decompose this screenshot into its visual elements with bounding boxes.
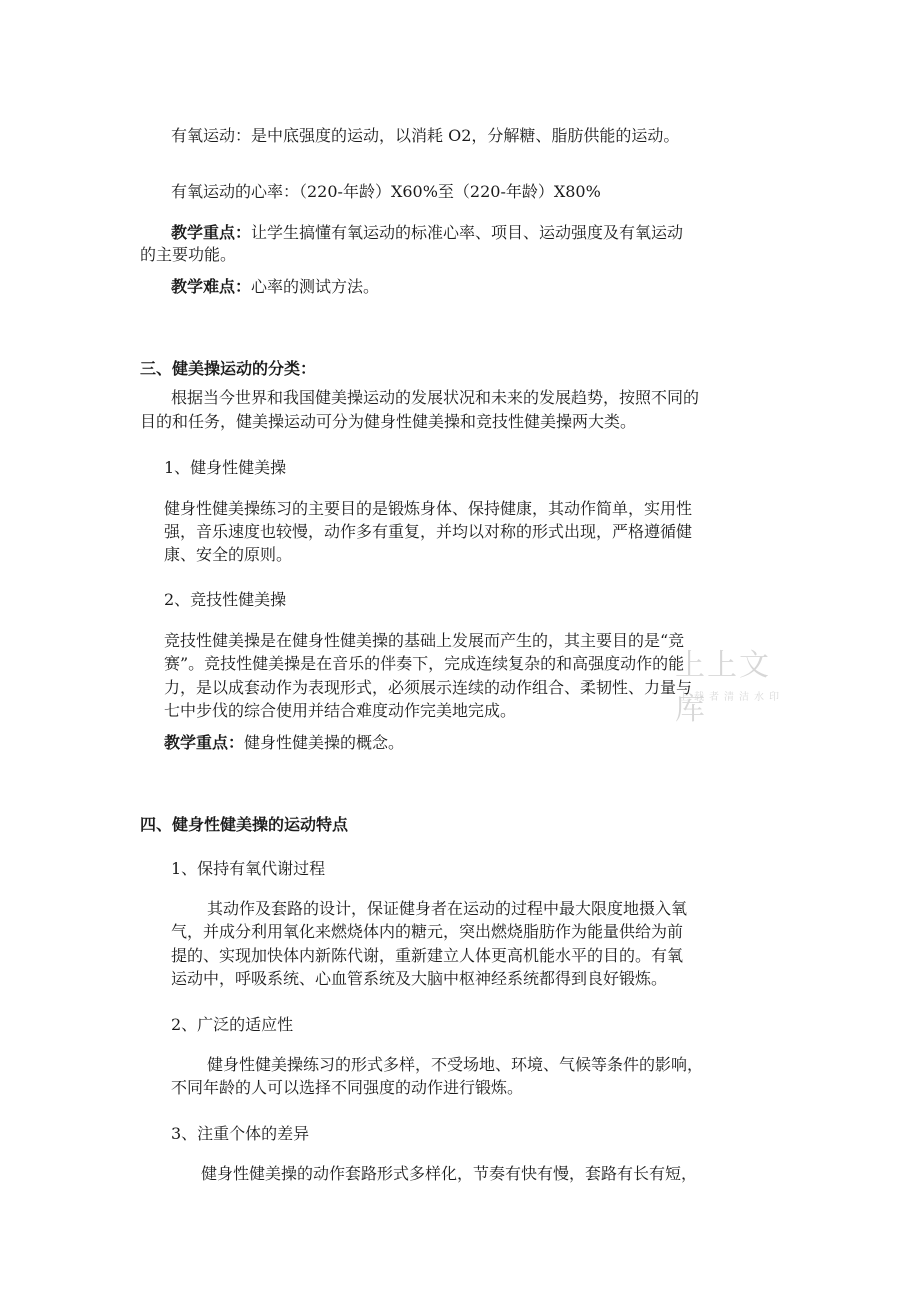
section3-key-label: 教学重点： [164,733,245,752]
section3-sub2-line1: 竞技性健美操是在健身性健美操的基础上发展而产生的，其主要目的是“竞 [164,631,685,650]
section3-sub2-line4: 七中步伐的综合使用并结合难度动作完美地完成。 [164,701,517,720]
section4-p1-line3: 提的、实现加快体内新陈代谢，重新建立人体更高机能水平的目的。有氧 [171,946,684,965]
teaching-difficulty-label: 教学难点： [171,277,252,296]
aerobic-definition: 有氧运动：是中底强度的运动，以消耗 O2，分解糖、脂肪供能的运动。 [171,126,680,145]
teaching-key-label: 教学重点： [171,223,252,242]
section3-sub2-line2: 赛”。竞技性健美操是在音乐的伴奏下，完成连续复杂的和高强度动作的能 [164,654,685,673]
section3-sub2-title: 2、竞技性健美操 [164,590,287,609]
section4-heading: 四、健身性健美操的运动特点 [140,815,349,834]
section3-sub1-line2: 强，音乐速度也较慢，动作多有重复，并均以对称的形式出现，严格遵循健 [164,522,693,541]
section3-key-point [164,732,404,754]
teaching-difficulty-text: 心率的测试方法。 [251,277,380,296]
section3-heading: 三、健美操运动的分类： [140,359,317,378]
section4-p1-line1: 其动作及套路的设计，保证健身者在运动的过程中最大限度地摄入氧 [207,899,688,918]
watermark-title: 上上文库 [675,648,771,727]
section4-p3-line1: 健身性健美操的动作套路形式多样化，节奏有快有慢，套路有长有短， [201,1164,698,1183]
section3-sub1-title: 1、健身性健美操 [164,458,287,477]
section4-p3-title: 3、注重个体的差异 [171,1124,310,1143]
teaching-difficulty [171,276,379,298]
section3-key-text: 健身性健美操的概念。 [244,733,405,752]
watermark-subtitle: 上载者清洁水印 [679,692,784,703]
section4-p1-title: 1、保持有氧代谢过程 [171,859,326,878]
watermark [675,640,785,727]
section3-sub2-line3: 力，是以成套动作为表现形式，必须展示连续的动作组合、柔韧性、力量与 [164,678,693,697]
section4-p2-title: 2、广泛的适应性 [171,1015,294,1034]
section3-intro-line1: 根据当今世界和我国健美操运动的发展状况和未来的发展趋势，按照不同的 [171,388,700,407]
section3-sub1-line1: 健身性健美操练习的主要目的是锻炼身体、保持健康，其动作简单，实用性 [164,499,693,518]
section4-p2-line1: 健身性健美操练习的形式多样，不受场地、环境、气候等条件的影响， [207,1055,704,1074]
section4-p1-line2: 气，并成分利用氧化来燃烧体内的糖元，突出燃烧脂肪作为能量供给为前 [171,922,684,941]
section4-p1-line4: 运动中，呼吸系统、心血管系统及大脑中枢神经系统都得到良好锻炼。 [171,969,668,988]
teaching-key-text-cont: 的主要功能。 [140,245,237,264]
section3-intro-line2: 目的和任务，健美操运动可分为健身性健美操和竞技性健美操两大类。 [140,412,637,431]
section3-sub1-line3: 康、安全的原则。 [164,545,293,564]
teaching-key-text: 让学生搞懂有氧运动的标准心率、项目、运动强度及有氧运动 [251,223,684,242]
teaching-key-point [171,222,683,244]
aerobic-heart-rate: 有氧运动的心率：（220-年龄）X60%至（220-年龄）X80% [171,182,601,201]
section4-p2-line2: 不同年龄的人可以选择不同强度的动作进行锻炼。 [171,1078,524,1097]
